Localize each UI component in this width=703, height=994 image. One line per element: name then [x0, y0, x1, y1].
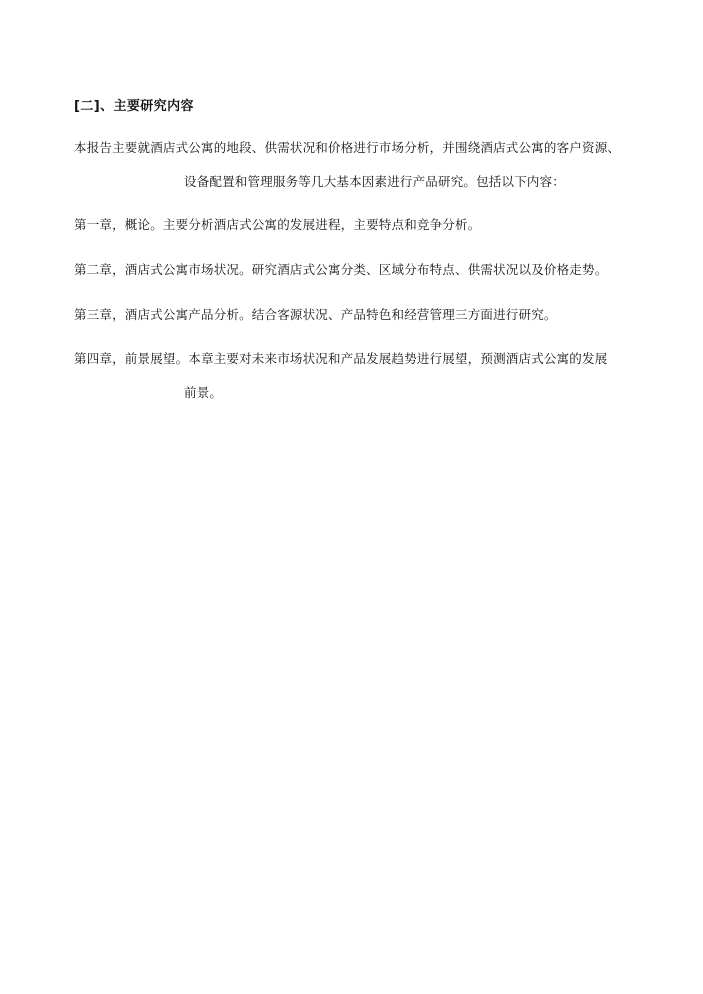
intro-paragraph-line-1: 本报告主要就酒店式公寓的地段、供需状况和价格进行市场分析，并围绕酒店式公寓的客户资源、 [74, 140, 621, 155]
chapter-1-text: 第一章，概论。主要分析酒店式公寓的发展进程，主要特点和竞争分析。 [74, 217, 481, 232]
chapter-4-text-line-2: 前景。 [184, 385, 223, 400]
intro-paragraph-line-2: 设备配置和管理服务等几大基本因素进行产品研究。包括以下内容： [184, 174, 566, 189]
section-heading: [二]、主要研究内容 [74, 99, 194, 114]
chapter-4-text-line-1: 第四章，前景展望。本章主要对未来市场状况和产品发展趋势进行展望，预测酒店式公寓的发展 [74, 351, 608, 366]
chapter-2-text: 第二章，酒店式公寓市场状况。研究酒店式公寓分类、区域分布特点、供需状况以及价格走势。 [74, 262, 608, 277]
chapter-3-text: 第三章，酒店式公寓产品分析。结合客源状况、产品特色和经营管理三方面进行研究。 [74, 307, 557, 322]
